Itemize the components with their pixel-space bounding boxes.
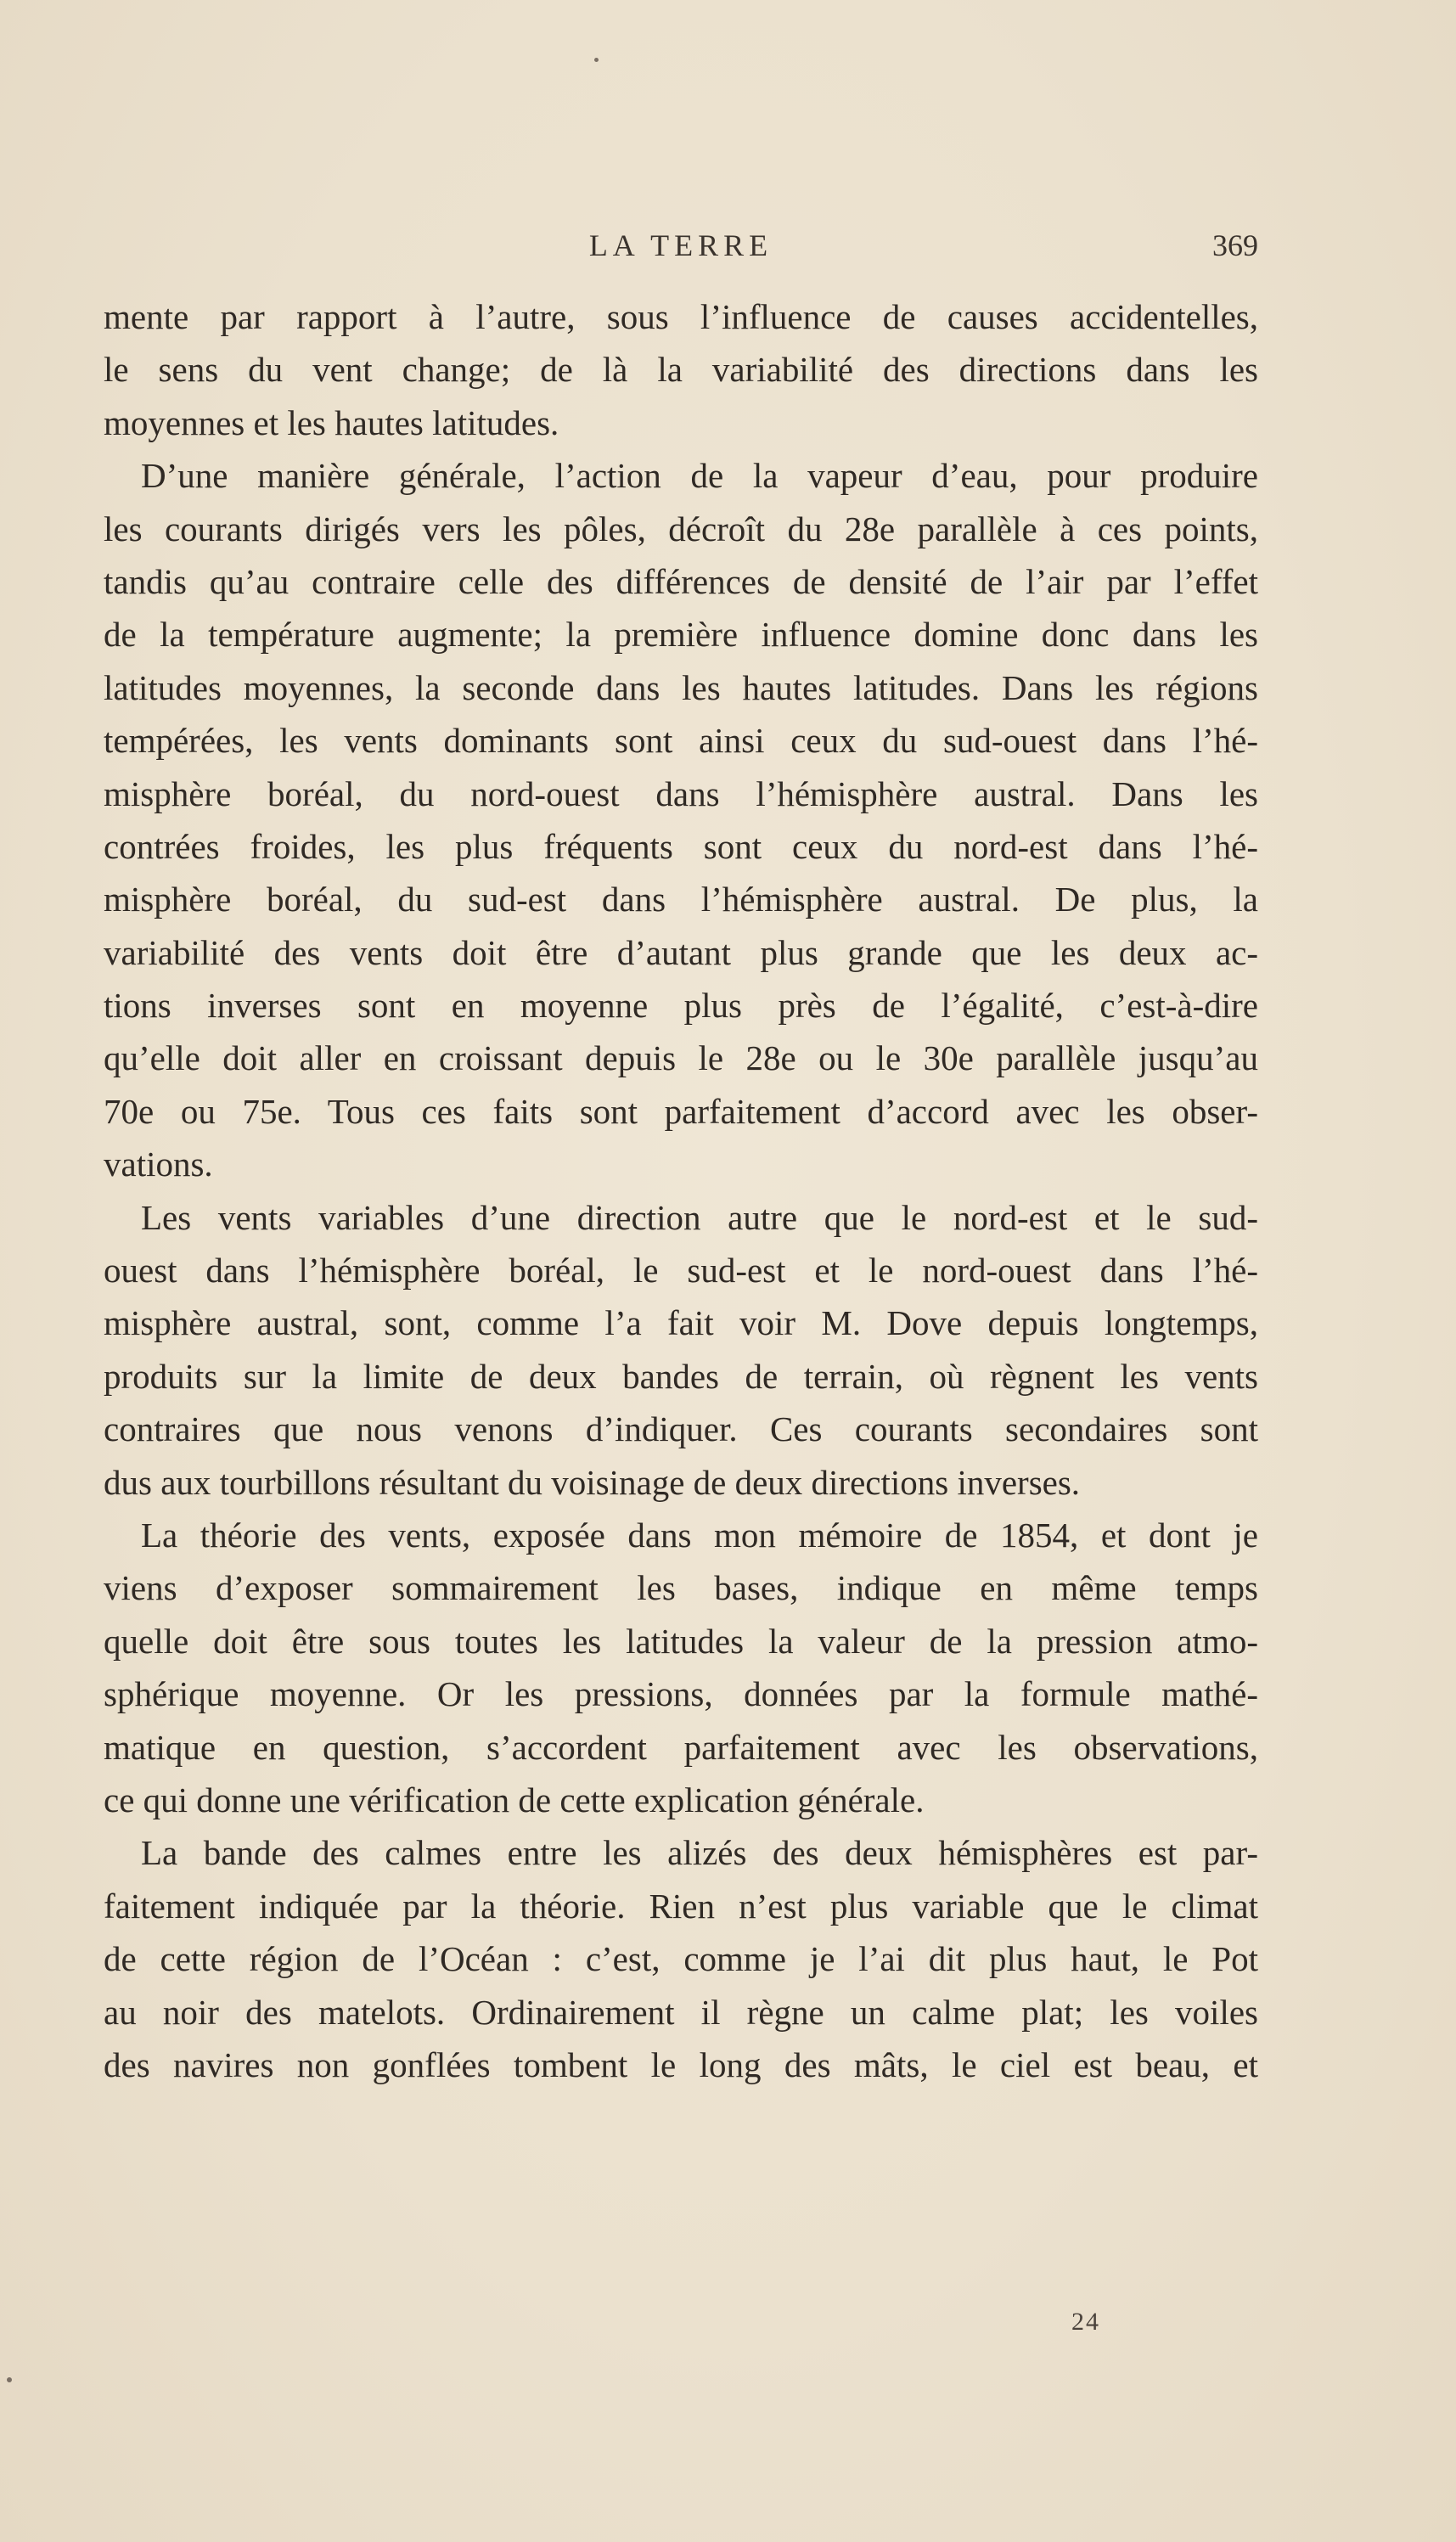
text-line: matique en question, s’accordent parfaitement avec les observations, [104,1727,1258,1767]
text-line: quelle doit être sous toutes les latitudes la valeur de la pression atmo- [104,1621,1258,1661]
text-line: de la température augmente; la première influence domine donc dans les [104,615,1258,655]
text-line: ouest dans l’hémisphère boréal, le sud-est et le nord-ouest dans l’hé- [104,1251,1258,1291]
text-line: au noir des matelots. Ordinairement il règne un calme plat; les voiles [104,1992,1258,2032]
text-line: misphère austral, sont, comme l’a fait voir M. Dove depuis longtemps, [104,1303,1258,1343]
text-line: tions inverses sont en moyenne plus près de l’égalité, c’est-à-dire [104,986,1258,1026]
text-line: viens d’exposer sommairement les bases, indique en même temps [104,1568,1258,1608]
page-number: 369 [1212,228,1258,262]
text-line: La bande des calmes entre les alizés des deux hémisphères est par- [141,1833,1258,1873]
text-line: misphère boréal, du nord-ouest dans l’hémisphère austral. Dans les [104,773,1258,813]
text-line: tempérées, les vents dominants sont ainsi ceux du sud-ouest dans l’hé- [104,721,1258,761]
text-line: Les vents variables d’une direction autre que le nord-est et le sud- [141,1197,1258,1237]
text-line: mente par rapport à l’autre, sous l’influence de causes accidentelles, [104,297,1258,336]
text-line: qu’elle doit aller en croissant depuis le 28e ou le 30e parallèle jusqu’au [104,1038,1258,1078]
text-line: misphère boréal, du sud-est dans l’hémisphère austral. De plus, la [104,880,1258,920]
dust-speck [594,58,599,62]
text-line: contraires que nous venons d’indiquer. Ces courants secondaires sont [104,1409,1258,1449]
text-line: latitudes moyennes, la seconde dans les hautes latitudes. Dans les régions [104,667,1258,707]
text-line: les courants dirigés vers les pôles, décroît du 28e parallèle à ces points, [104,509,1258,548]
text-line: de cette région de l’Océan : c’est, comme je l’ai dit plus haut, le Pot [104,1939,1258,1979]
text-line: vations. [104,1144,213,1184]
text-line: moyennes et les hautes latitudes. [104,402,559,442]
body-text [104,290,1258,2091]
text-line: dus aux tourbillons résultant du voisinage de deux directions inverses. [104,1462,1081,1502]
page-header [104,228,1258,270]
running-title: LA TERRE [588,228,773,262]
text-line: La théorie des vents, exposée dans mon mémoire de 1854, et dont je [141,1515,1258,1555]
text-line: faitement indiquée par la théorie. Rien n’est plus variable que le climat [104,1886,1258,1926]
text-line: tandis qu’au contraire celle des différences de densité de l’air par l’effet [104,561,1258,601]
text-line: produits sur la limite de deux bandes de terrain, où règnent les vents [104,1356,1258,1396]
text-line: des navires non gonflées tombent le long des mâts, le ciel est beau, et [104,2044,1258,2084]
text-line: ce qui donne une vérification de cette explication générale. [104,1780,925,1819]
signature-mark: 24 [1071,2308,1100,2336]
text-line: le sens du vent change; de là la variabilité des directions dans les [104,350,1258,390]
text-line: 70e ou 75e. Tous ces faits sont parfaitement d’accord avec les obser- [104,1091,1258,1131]
text-line: variabilité des vents doit être d’autant plus grande que les deux ac- [104,932,1258,972]
text-line: sphérique moyenne. Or les pressions, données par la formule mathé- [104,1674,1258,1714]
text-line: contrées froides, les plus fréquents sont ceux du nord-est dans l’hé- [104,826,1258,866]
dust-speck [7,2377,12,2382]
text-line: D’une manière générale, l’action de la vapeur d’eau, pour produire [141,456,1258,496]
